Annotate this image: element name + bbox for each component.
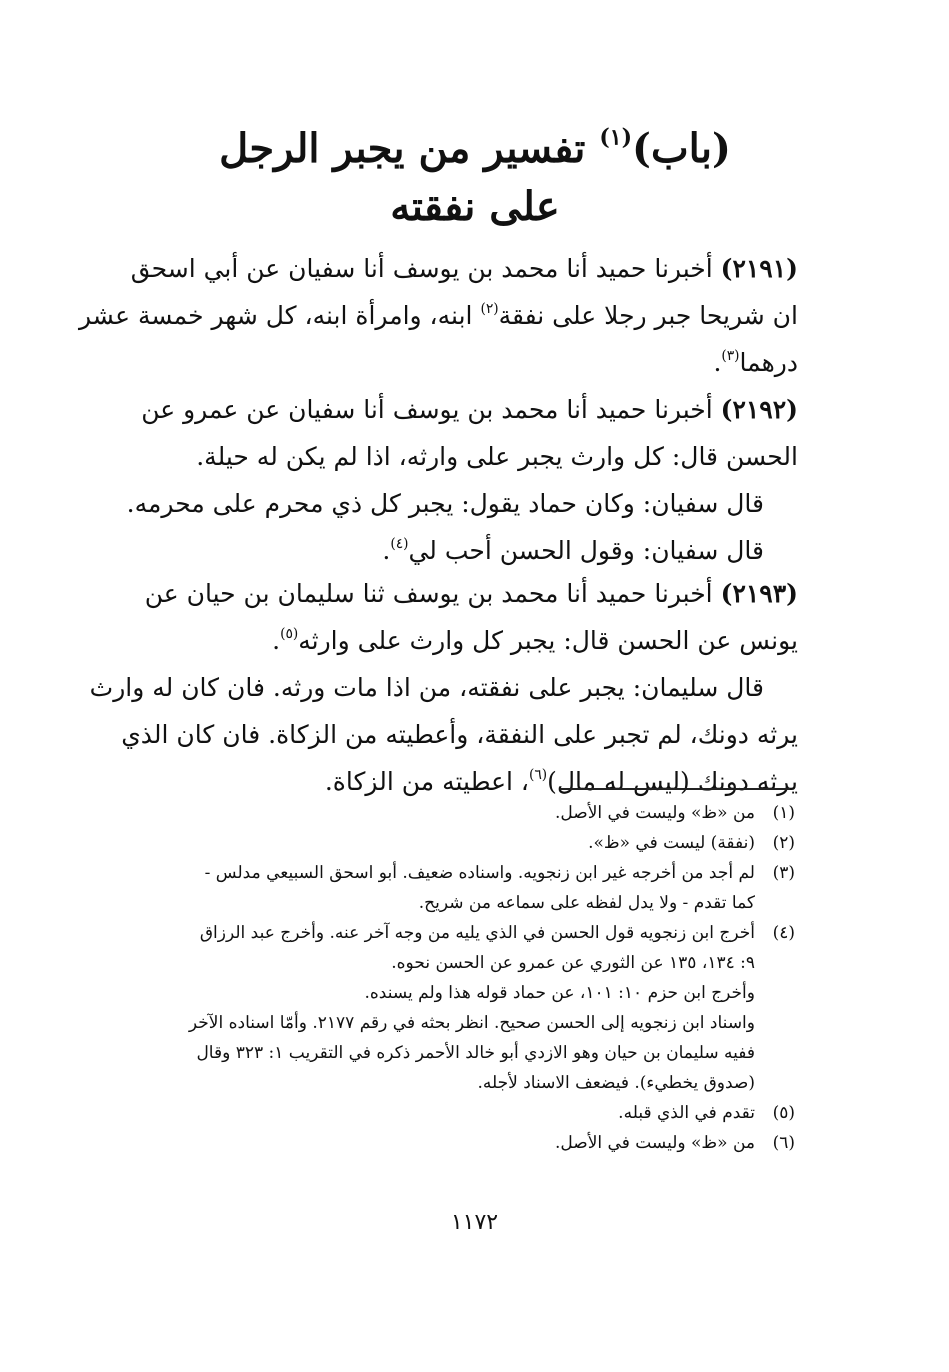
hadith-line: الحسن قال: كل وارث يجبر على وارثه، اذا لم يكن له حيلة. bbox=[196, 442, 798, 471]
footnote bbox=[125, 918, 795, 1098]
footnote-line: (صدوق يخطيء). فيضعف الاسناد لأجله. bbox=[477, 1073, 755, 1093]
footnote-line: كما تقدم - ولا يدل لفظه على سماعه من شريح. bbox=[418, 893, 755, 913]
hadith-line bbox=[130, 339, 798, 386]
hadith-line bbox=[130, 386, 798, 433]
footnote-number: (٥) bbox=[772, 1103, 795, 1123]
footnote-number: (٦) bbox=[772, 1133, 795, 1153]
hadith-text: . bbox=[382, 536, 391, 565]
hadith-text: درهما bbox=[739, 348, 798, 377]
hadith-text: ان شريحا جبر رجلا على نفقة bbox=[498, 301, 798, 330]
footnote-line: ٩: ١٣٤، ١٣٥ عن الثوري عن عمرو عن الحسن نحوه. bbox=[391, 953, 755, 973]
footnote-line: من «ظ» وليست في الأصل. bbox=[555, 1133, 755, 1153]
footnote-ref: (٥) bbox=[280, 626, 299, 642]
hadith-text: أخبرنا حميد أنا محمد بن يوسف ثنا سليمان بن حيان عن bbox=[144, 579, 713, 608]
footnote-number: (٣) bbox=[772, 863, 795, 883]
footnote-number: (٢) bbox=[772, 833, 795, 853]
footnote-ref: (٢) bbox=[480, 301, 499, 317]
footnote-line: ففيه سليمان بن حيان وهو الازدي أبو خالد الأحمر ذكره في التقريب ١: ٣٢٣ وقال bbox=[196, 1043, 755, 1063]
footnote bbox=[125, 858, 795, 918]
footnote-separator bbox=[560, 788, 790, 790]
footnote bbox=[125, 1128, 795, 1158]
footnote bbox=[125, 828, 795, 858]
footnote bbox=[125, 1098, 795, 1128]
hadith-line bbox=[130, 527, 798, 574]
footnote-text bbox=[125, 798, 755, 828]
footnote-text bbox=[125, 1128, 755, 1158]
hadith-line: يرثه دونك، لم تجبر على النفقة، وأعطيته من الزكاة. فان كان الذي bbox=[121, 720, 798, 749]
page-number: ١١٧٢ bbox=[450, 1210, 499, 1235]
chapter-title bbox=[150, 126, 800, 172]
hadith-text: يونس عن الحسن قال: يجبر كل وارث على وارثه bbox=[298, 626, 798, 655]
hadith-text: ابنه، وامرأة ابنه، كل شهر خمسة عشر bbox=[78, 301, 473, 330]
footnote-line: أخرج ابن زنجويه قول الحسن في الذي يليه من وجه آخر عنه. وأخرج عبد الرزاق bbox=[199, 923, 755, 943]
footnote-text bbox=[125, 858, 755, 918]
hadith-line: قال سليمان: يجبر على نفقته، من اذا مات ورثه. فان كان له وارث bbox=[89, 673, 764, 702]
hadith-number: (٢١٩٢) bbox=[720, 395, 798, 424]
chapter-title-text: تفسير من يجبر الرجل bbox=[219, 125, 586, 172]
footnote bbox=[125, 798, 795, 828]
footnote-number: (١) bbox=[772, 803, 795, 823]
footnote-line: واسناد ابن زنجويه إلى الحسن صحيح. انظر بحثه في رقم ٢١٧٧. وأمّا اسناده الآخر bbox=[188, 1013, 755, 1033]
hadith-2191 bbox=[78, 245, 798, 386]
hadith-line: قال سفيان: وكان حماد يقول: يجبر كل ذي محرم على محرمه. bbox=[126, 489, 764, 518]
footnote-text bbox=[125, 828, 755, 858]
hadith-2193 bbox=[89, 570, 798, 805]
hadith-line bbox=[130, 617, 798, 664]
hadith-line bbox=[78, 292, 798, 339]
footnote-ref: (٤) bbox=[390, 536, 409, 552]
footnote-line: من «ظ» وليست في الأصل. bbox=[555, 803, 755, 823]
footnote-number: (٤) bbox=[772, 923, 795, 943]
chapter-title-line2 bbox=[150, 184, 800, 230]
hadith-text: أخبرنا حميد أنا محمد بن يوسف أنا سفيان عن عمرو عن bbox=[141, 395, 713, 424]
hadith-number: (٢١٩١) bbox=[720, 254, 798, 283]
chapter-title-line2-text: على نفقته bbox=[390, 183, 560, 230]
hadith-2192 bbox=[126, 386, 798, 574]
hadith-text: ، اعطيته من الزكاة. bbox=[324, 767, 529, 796]
chapter-prefix: (باب) bbox=[632, 125, 731, 172]
hadith-text: . bbox=[713, 348, 722, 377]
footnote-ref: (٦) bbox=[528, 767, 548, 783]
hadith-line bbox=[130, 245, 798, 292]
footnote-line: تقدم في الذي قبله. bbox=[618, 1103, 755, 1123]
hadith-number: (٢١٩٣) bbox=[720, 579, 798, 608]
hadith-line bbox=[130, 570, 798, 617]
footnote-text bbox=[125, 1098, 755, 1128]
footnotes bbox=[125, 798, 795, 1158]
hadith-text: يرثه دونك (ليس له مال) bbox=[547, 767, 798, 796]
footnote-text bbox=[125, 918, 755, 1098]
hadith-text: . bbox=[272, 626, 281, 655]
footnote-line: (نفقة) ليست في «ظ». bbox=[588, 833, 755, 853]
footnote-line: وأخرج ابن حزم ١٠: ١٠١، عن حماد قوله هذا ولم يسنده. bbox=[364, 983, 755, 1003]
hadith-text: أخبرنا حميد أنا محمد بن يوسف أنا سفيان عن أبي اسحق bbox=[130, 254, 713, 283]
hadith-text: قال سفيان: وقول الحسن أحب لي bbox=[408, 536, 764, 565]
footnote-ref: (٣) bbox=[721, 348, 740, 364]
footnote-ref: (١) bbox=[599, 124, 633, 151]
footnote-line: لم أجد من أخرجه غير ابن زنجويه. واسناده ضعيف. أبو اسحق السبيعي مدلس - bbox=[204, 863, 755, 883]
